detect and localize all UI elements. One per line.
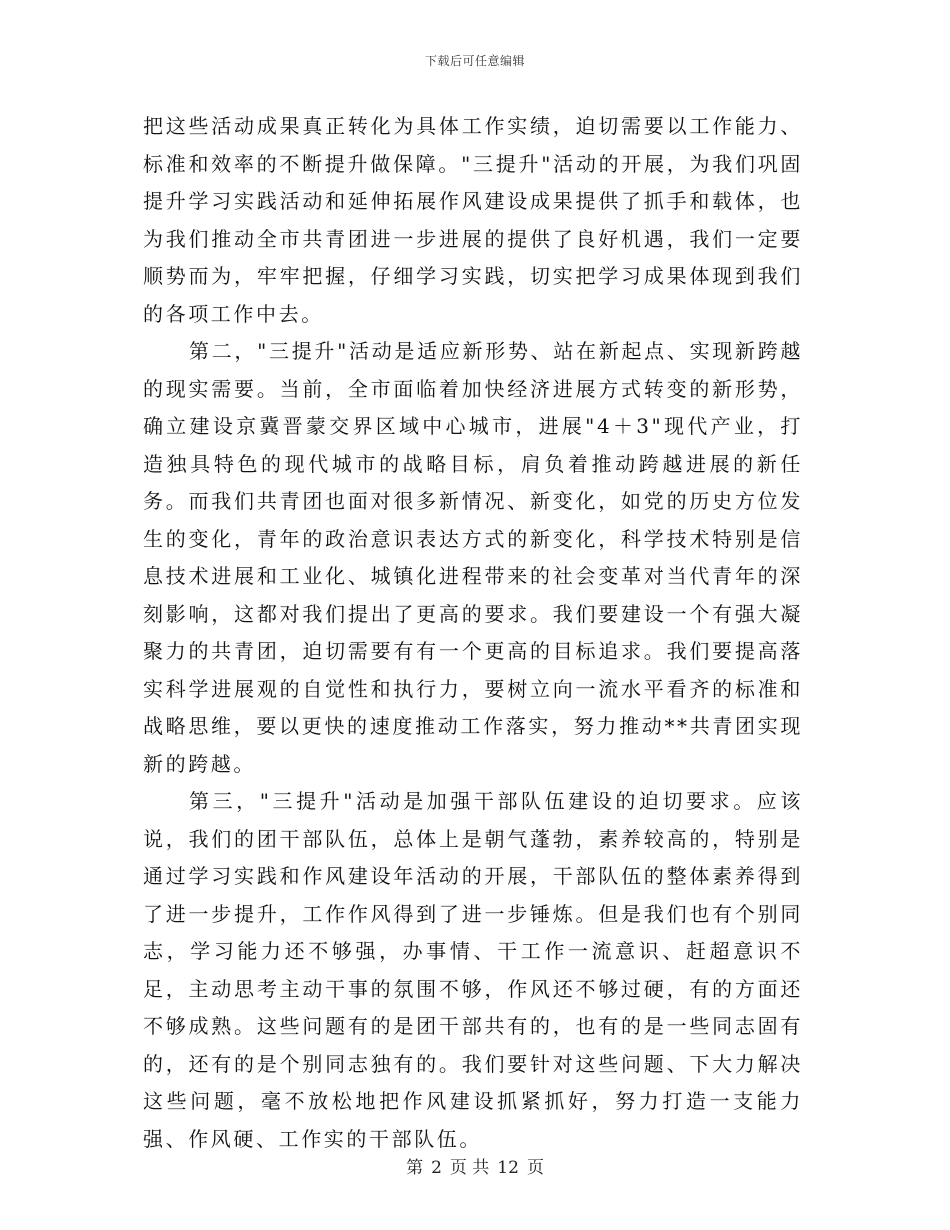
footer-of-label: 页 共 (449, 1158, 490, 1178)
document-body (143, 108, 803, 1158)
paragraph-2: 第二，"三提升"活动是适应新形势、站在新起点、实现新跨越的现实需要。当前，全市面临着加快经济进展方式转变的新形势，确立建设京冀晋蒙交界区域中心城市，进展"4＋3"现代产业，打造独具特色的现代城市的战略目标，肩负着推动跨越进展的新任务。而我们共青团也面对很多新情况、新变化，如党的历史方位发生的变化，青年的政治意识表达方式的新变化，科学技术特别是信息技术进展和工业化、城镇化进程带来的社会变革对当代青年的深刻影响，这都对我们提出了更高的要求。我们要建设一个有强大凝聚力的共青团，迫切需要有有一个更高的目标追求。我们要提高落实科学进展观的自觉性和执行力，要树立向一流水平看齐的标准和战略思维，要以更快的速度推动工作落实，努力推动**共青团实现新的跨越。 (143, 339, 803, 776)
paragraph-1: 把这些活动成果真正转化为具体工作实绩，迫切需要以工作能力、标准和效率的不断提升做保障。"三提升"活动的开展，为我们巩固提升学习实践活动和延伸拓展作风建设成果提供了抓手和载体，也为我们推动全市共青团进一步进展的提供了良好机遇，我们一定要顺势而为，牢牢把握，仔细学习实践，切实把学习成果体现到我们的各项工作中去。 (143, 114, 803, 326)
page-header: 下载后可任意编辑 (424, 54, 525, 68)
total-pages-number: 12 (497, 1158, 519, 1178)
paragraph-3: 第三，"三提升"活动是加强干部队伍建设的迫切要求。应该说，我们的团干部队伍，总体上是朝气蓬勃，素养较高的，特别是通过学习实践和作风建设年活动的开展，干部队伍的整体素养得到了进一步提升，工作作风得到了进一步锤炼。但是我们也有个别同志，学习能力还不够强，办事情、干工作一流意识、赶超意识不足，主动思考主动干事的氛围不够，作风还不够过硬，有的方面还不够成熟。这些问题有的是团干部共有的，也有的是一些同志固有的，还有的是个别同志独有的。我们要针对这些问题、下大力解决这些问题，毫不放松地把作风建设抓紧抓好，努力打造一支能力强、作风硬、工作实的干部队伍。 (143, 789, 803, 1151)
page-footer (0, 1153, 950, 1178)
footer-page-label: 第 (406, 1158, 424, 1178)
footer-end-label: 页 (526, 1158, 544, 1178)
current-page-number: 2 (431, 1158, 442, 1178)
